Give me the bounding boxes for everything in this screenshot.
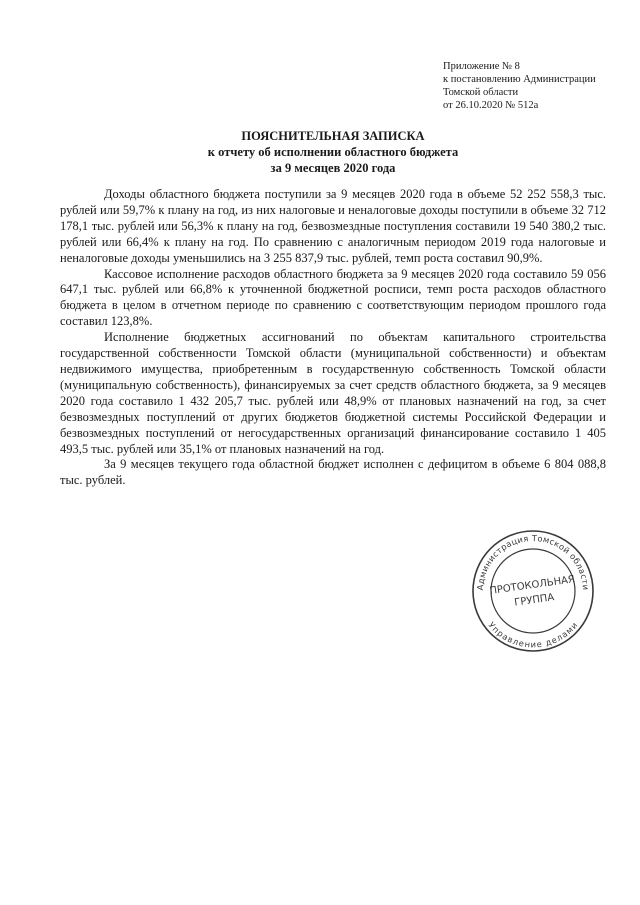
appendix-line: к постановлению Администрации	[443, 74, 596, 85]
stamp-center-line-2: ГРУППА	[513, 592, 555, 609]
paragraph-deficit: За 9 месяцев текущего года областной бюджет исполнен с дефицитом в объеме 6 804 088,8 тыс. рублей.	[60, 457, 606, 488]
title-line-2: к отчету об исполнении областного бюджета	[207, 145, 459, 159]
paragraph-capital-construction: Исполнение бюджетных ассигнований по объектам капитального строительства государственной собственности Томской области (муниципальной собственности) и объектам недвижимого имущества, приобретенным в государственную собственность Томской области (муниципальную собственность), финансируемых за счет средств областного бюджета, за 9 месяцев 2020 года составило 1 432 205,7 тыс. рублей или 48,9% от плановых назначений на год, за счет безвозмездных поступлений от других бюджетов бюджетной системы Российской Федерации и безвозмездных поступлений от негосударственных организаций финансирование составило 1 405 493,5 тыс. рублей или 35,1% от плановых назначений на год.	[60, 330, 606, 456]
appendix-line: Томской области	[443, 87, 519, 98]
paragraph-revenue: Доходы областного бюджета поступили за 9 месяцев 2020 года в объеме 52 252 558,3 тыс. рублей или 59,7% к плану на год, из них налоговые и неналоговые доходы поступили в объеме 32 712 178,1 тыс. рублей или 56,3% к плану на год, безвозмездные поступления составили 19 540 380,2 тыс. рублей или 66,4% к плану на год. По сравнению с аналогичным периодом 2019 года налоговые и неналоговые доходы уменьшились на 3 255 837,9 тыс. рублей, темп роста составил 90,9%.	[60, 187, 606, 265]
title-line-3: за 9 месяцев 2020 года	[270, 161, 396, 175]
appendix-line: Приложение № 8	[443, 61, 520, 72]
stamp-ink	[473, 531, 593, 651]
document-body	[60, 187, 606, 489]
svg-text:Управление делами	[486, 620, 579, 649]
appendix-header	[443, 60, 633, 112]
official-stamp-seal	[470, 528, 596, 654]
stamp-center-line-1: ПРОТОКОЛЬНАЯ	[488, 574, 576, 597]
paragraph-expenditure: Кассовое исполнение расходов областного бюджета за 9 месяцев 2020 года составило 59 056 647,1 тыс. рублей или 66,8% к уточненной бюджетной росписи, темп роста расходов областного бюджета в целом в отчетном периоде по сравнению с соответствующим периодом прошлого года составил 123,8%.	[60, 266, 606, 329]
document-title	[60, 128, 606, 176]
appendix-line: от 26.10.2020 № 512а	[443, 100, 539, 111]
stamp-ring-bottom-text: Управление делами	[486, 619, 580, 650]
stamp-ring-top-text: Администрация Томской области	[474, 532, 592, 591]
title-line-1: ПОЯСНИТЕЛЬНАЯ ЗАПИСКА	[241, 129, 425, 143]
